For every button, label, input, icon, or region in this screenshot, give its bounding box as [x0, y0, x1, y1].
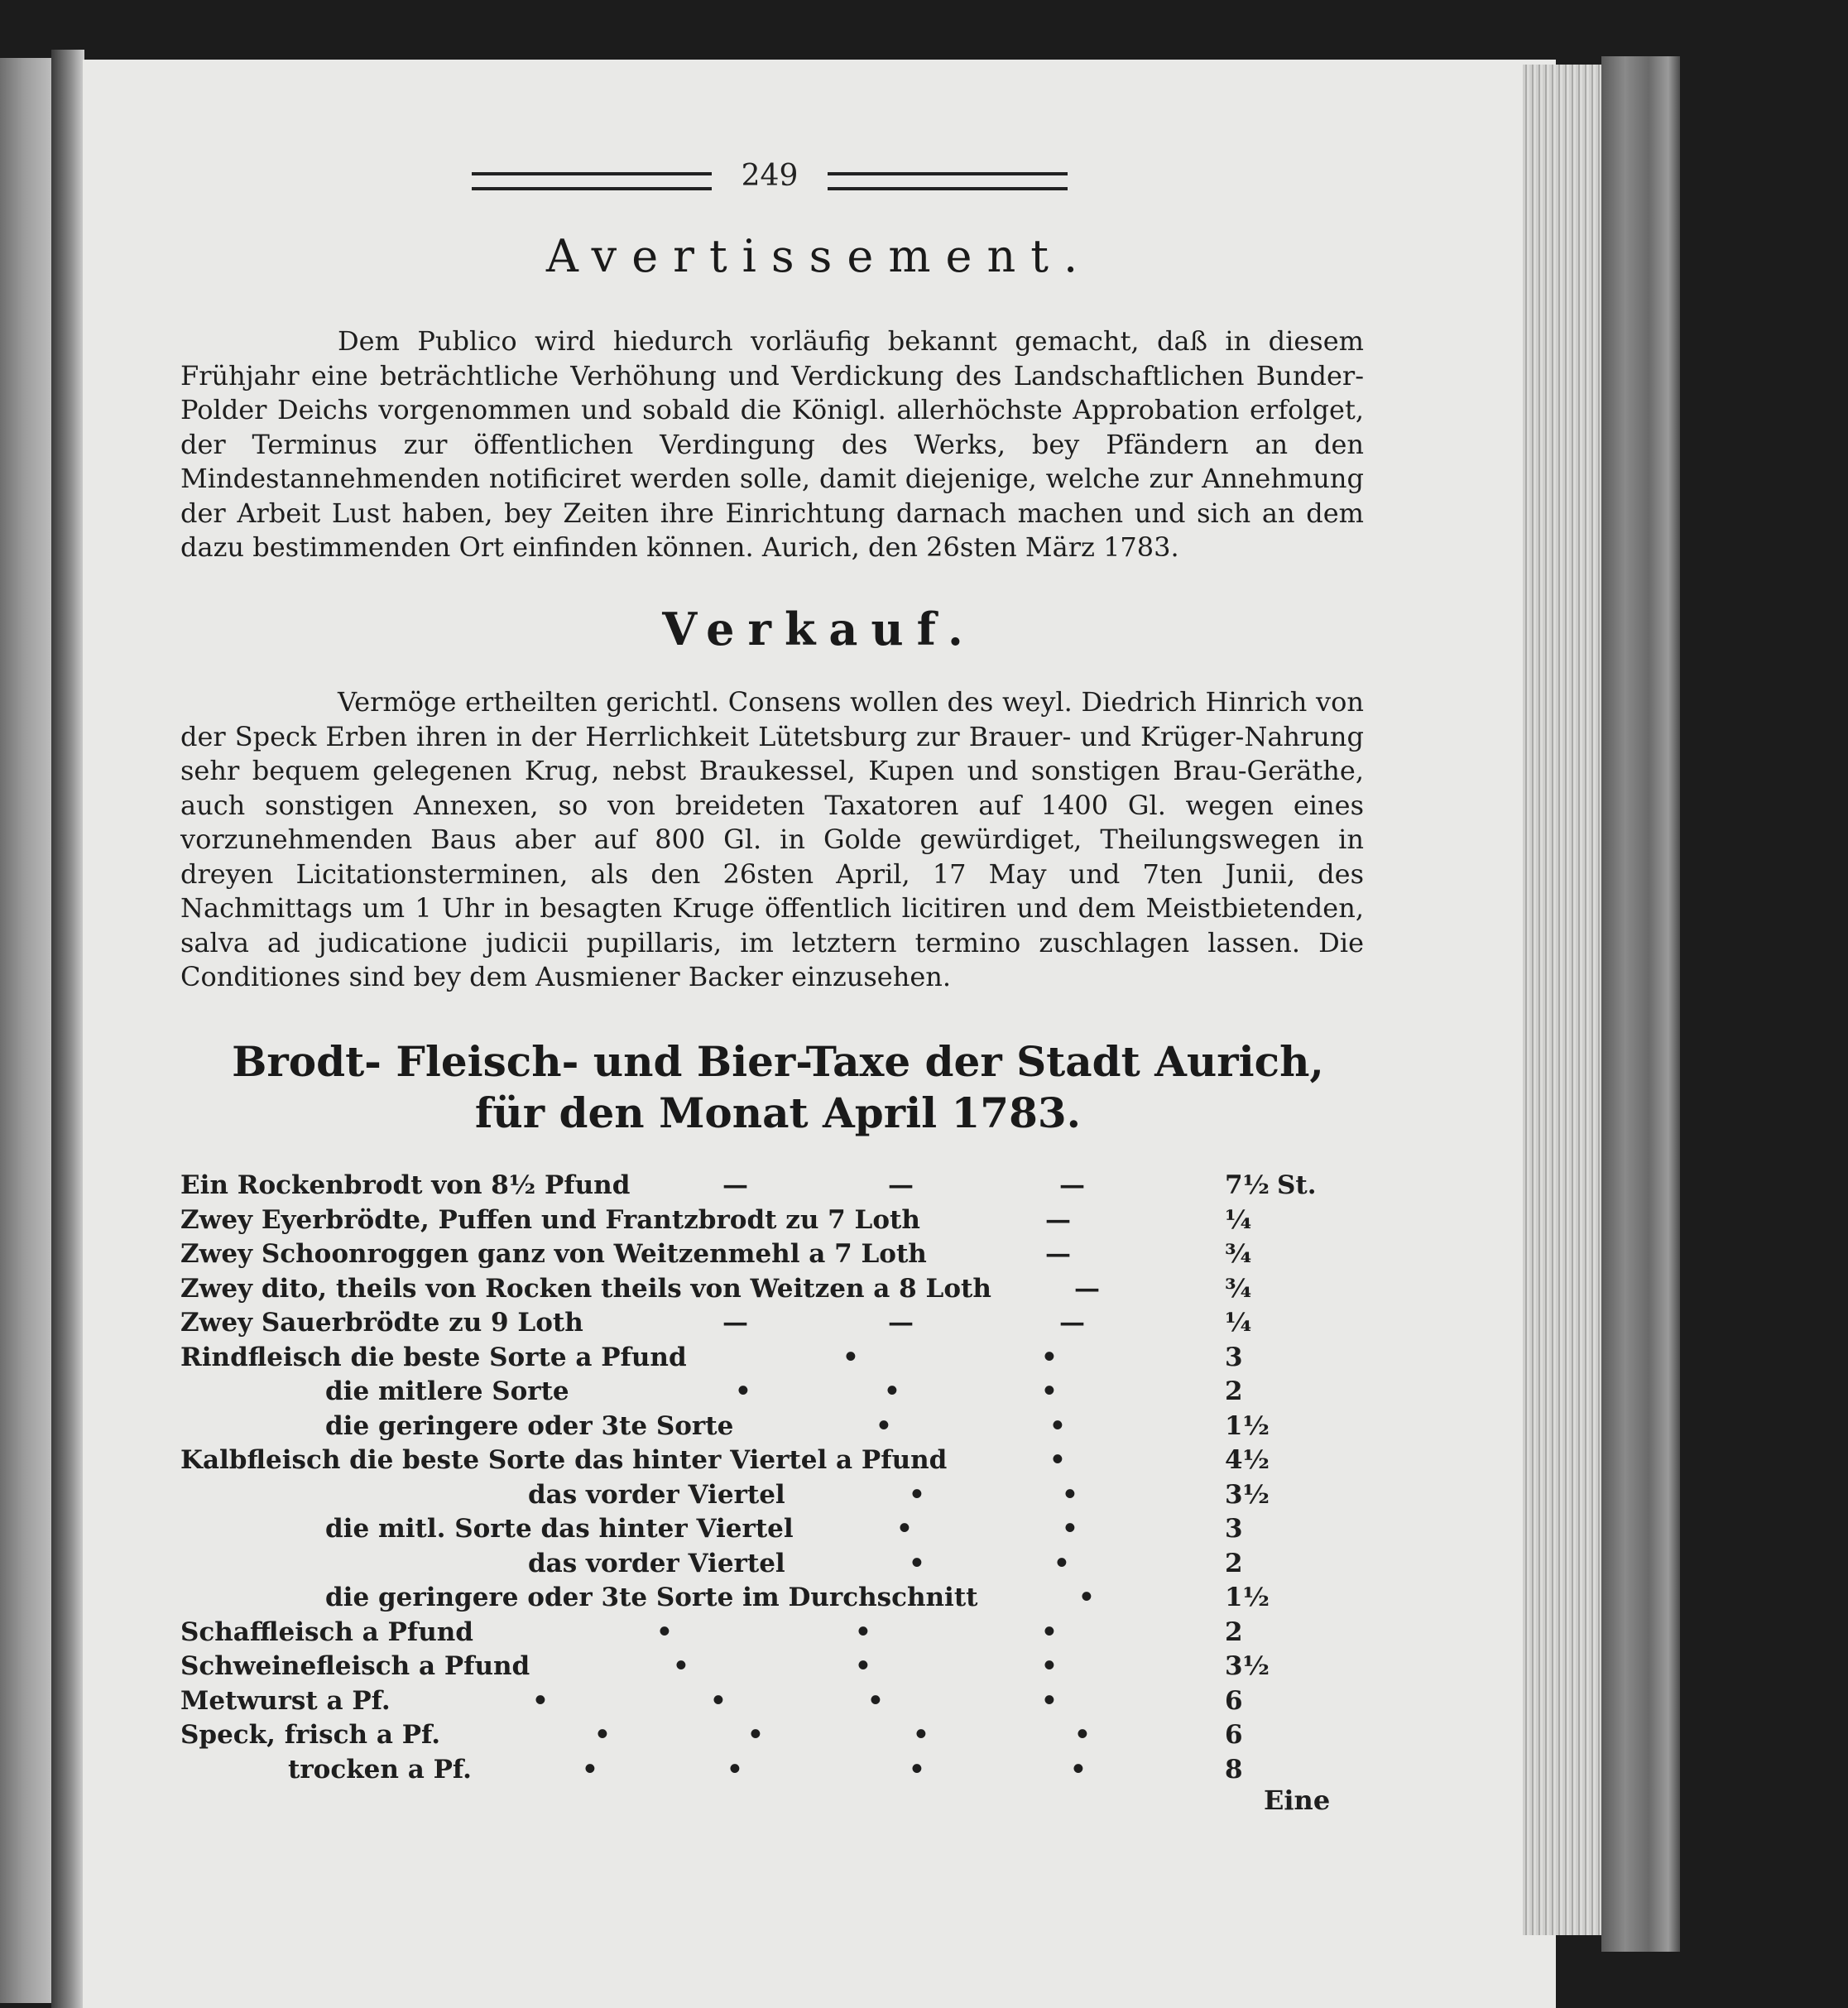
row-mark: —: [722, 1308, 748, 1338]
row-label: Ein Rockenbrodt von 8½ Pfund: [180, 1170, 631, 1200]
table-row: [180, 1718, 1347, 1753]
row-mark: •: [727, 1754, 743, 1785]
row-label: Schaffleisch a Pfund: [180, 1616, 473, 1647]
table-row: [180, 1341, 1347, 1376]
table-row: [180, 1753, 1347, 1788]
row-price: ¾: [1225, 1273, 1252, 1304]
row-label: Zwey Sauerbrödte zu 9 Loth: [180, 1308, 583, 1338]
row-label: die geringere oder 3te Sorte: [325, 1410, 734, 1441]
row-label: die geringere oder 3te Sorte im Durchschnitt: [325, 1583, 978, 1612]
row-mark: •: [1041, 1685, 1058, 1716]
row-price: 3: [1225, 1514, 1243, 1544]
row-label: Metwurst a Pf.: [180, 1685, 391, 1716]
row-mark: •: [735, 1376, 751, 1406]
row-price: 6: [1225, 1685, 1243, 1716]
row-price: 3½: [1225, 1651, 1270, 1681]
row-mark: •: [582, 1754, 598, 1785]
row-mark: •: [1041, 1376, 1058, 1406]
table-row: [180, 1616, 1347, 1650]
row-label: Rindfleisch die beste Sorte a Pfund: [180, 1342, 687, 1372]
verkauf-paragraph: [180, 685, 1364, 995]
row-mark: •: [1074, 1720, 1091, 1750]
row-mark: •: [855, 1651, 871, 1681]
row-mark: •: [1070, 1754, 1087, 1785]
row-mark: —: [722, 1170, 748, 1200]
table-row: [180, 1306, 1347, 1341]
row-mark: •: [1078, 1583, 1095, 1612]
table-row: [180, 1581, 1347, 1616]
row-price: 1½: [1225, 1410, 1270, 1441]
row-mark: •: [867, 1685, 884, 1716]
row-mark: •: [747, 1720, 764, 1750]
row-label: Zwey Schoonroggen ganz von Weitzenmehl a 7 Loth: [180, 1239, 927, 1269]
row-label: die mitl. Sorte das hinter Viertel: [325, 1514, 794, 1544]
page-number: 249: [741, 159, 799, 193]
row-mark: •: [532, 1685, 549, 1716]
table-row: [180, 1512, 1347, 1547]
row-price: 2: [1225, 1376, 1243, 1406]
row-mark: —: [1074, 1273, 1100, 1304]
row-label: das vorder Viertel: [528, 1548, 785, 1578]
tax-title-line2: für den Monat April 1783.: [474, 1088, 1082, 1137]
row-price: ¾: [1225, 1239, 1252, 1269]
row-mark: •: [1049, 1445, 1066, 1475]
row-mark: •: [842, 1342, 859, 1372]
row-label: Schweinefleisch a Pfund: [180, 1651, 530, 1681]
row-mark: •: [909, 1548, 925, 1578]
table-row: [180, 1547, 1347, 1582]
table-row: [180, 1410, 1347, 1444]
page-edges: [1523, 65, 1601, 1935]
row-mark: •: [884, 1376, 900, 1406]
row-mark: •: [855, 1616, 871, 1647]
row-label: trocken a Pf.: [288, 1754, 472, 1785]
table-row: [180, 1444, 1347, 1478]
row-price: 7½: [1225, 1170, 1270, 1200]
tax-title-line1: Brodt- Fleisch- und Bier-Taxe der Stadt Aurich,: [232, 1037, 1324, 1086]
table-row: [180, 1237, 1347, 1272]
row-label: Zwey Eyerbrödte, Puffen und Frantzbrodt zu 7 Loth: [180, 1204, 920, 1235]
row-mark: •: [1054, 1548, 1070, 1578]
row-mark: •: [594, 1720, 611, 1750]
verkauf-title: Verkauf.: [662, 603, 977, 656]
row-mark: •: [876, 1410, 892, 1441]
row-mark: •: [909, 1754, 925, 1785]
row-mark: —: [1045, 1239, 1071, 1269]
tax-title: [199, 1036, 1357, 1139]
row-mark: •: [896, 1514, 913, 1544]
table-row: [180, 1169, 1347, 1203]
row-mark: —: [1059, 1170, 1085, 1200]
row-mark: —: [1045, 1204, 1071, 1235]
row-mark: •: [1062, 1479, 1078, 1510]
row-price: 4½: [1225, 1445, 1270, 1475]
row-label: Kalbfleisch die beste Sorte das hinter Viertel a Pfund: [180, 1445, 948, 1475]
row-price: ¼: [1225, 1204, 1252, 1235]
header-rule-right: [828, 172, 1068, 190]
row-price: 2: [1225, 1616, 1243, 1647]
row-label: Zwey dito, theils von Rocken theils von Weitzen a 8 Loth: [180, 1273, 991, 1304]
row-mark: •: [710, 1685, 727, 1716]
page-header: [472, 159, 1068, 195]
left-page-edge: [0, 58, 51, 2003]
row-price: 2: [1225, 1548, 1243, 1578]
row-price: 6: [1225, 1720, 1243, 1750]
verkauf-text: Vermöge ertheilten gerichtl. Consens wollen des weyl. Diedrich Hinrich von der Speck Erben ihren in der Herrlichkeit Lütetsburg zur Brauer- und Krüger-Nahrung sehr bequem gelegenen Krug, nebst Braukessel, Kupen und sonstigen Brau-Geräthe, auch sonstigen Annexen, so von breideten Taxatoren auf 1400 Gl. wegen eines vorzunehmenden Baus aber auf 800 Gl. in Golde gewürdiget, Theilungswegen in dreyen Licitationsterminen, als den 26sten April, 17 May und 7ten Junii, des Nachmittags um 1 Uhr in besagten Kruge öffentlich licitiren und dem Meistbietenden, salva ad judicatione judicii pupillaris, im letztern termino zuschlagen lassen. Die Conditiones sind bey dem Ausmiener Backer einzusehen.: [180, 686, 1364, 992]
row-mark: •: [913, 1720, 929, 1750]
table-row: [180, 1272, 1347, 1307]
row-price: 1½: [1225, 1583, 1270, 1612]
row-label: das vorder Viertel: [528, 1479, 785, 1510]
avertissement-text: Dem Publico wird hiedurch vorläufig bekannt gemacht, daß in diesem Frühjahr eine beträchtliche Verhöhung und Verdickung des Landschaftlichen Bunder-Polder Deichs vorgenommen und sobald die Königl. allerhöchste Approbation erfolget, der Terminus zur öffentlichen Verdingung des Werks, bey Pfändern an den Mindestannehmenden notificiret werden solle, damit diejenige, welche zur Annehmung der Arbeit Lust haben, bey Zeiten ihre Einrichtung darnach machen und sich an dem dazu bestimmenden Ort einfinden können. Aurich, den 26sten März 1783.: [180, 325, 1364, 563]
avertissement-title: Avertissement.: [545, 230, 1093, 282]
row-label: die mitlere Sorte: [325, 1376, 569, 1406]
table-row: [180, 1684, 1347, 1719]
table-row: [180, 1375, 1347, 1410]
row-price: 3½: [1225, 1479, 1270, 1510]
table-row: [180, 1650, 1347, 1684]
row-mark: —: [1059, 1308, 1085, 1338]
row-price: ¼: [1225, 1308, 1252, 1338]
row-mark: •: [1049, 1410, 1066, 1441]
table-row: [180, 1478, 1347, 1513]
row-mark: •: [1041, 1651, 1058, 1681]
row-mark: •: [656, 1616, 673, 1647]
row-price: 8: [1225, 1754, 1243, 1785]
avertissement-paragraph: [180, 324, 1364, 565]
row-mark: •: [1041, 1342, 1058, 1372]
row-mark: •: [673, 1651, 689, 1681]
price-table: [180, 1169, 1347, 1787]
row-mark: —: [888, 1308, 914, 1338]
row-label: Speck, frisch a Pf.: [180, 1720, 441, 1750]
row-mark: —: [888, 1170, 914, 1200]
book-gutter: [51, 50, 84, 2008]
table-row: [180, 1203, 1347, 1238]
catchword: Eine: [1264, 1785, 1331, 1816]
row-mark: •: [1041, 1616, 1058, 1647]
row-price: 3: [1225, 1342, 1243, 1372]
price-unit: St.: [1277, 1170, 1317, 1200]
book-cover-edge: [1601, 56, 1680, 1952]
row-mark: •: [909, 1479, 925, 1510]
row-mark: •: [1062, 1514, 1078, 1544]
